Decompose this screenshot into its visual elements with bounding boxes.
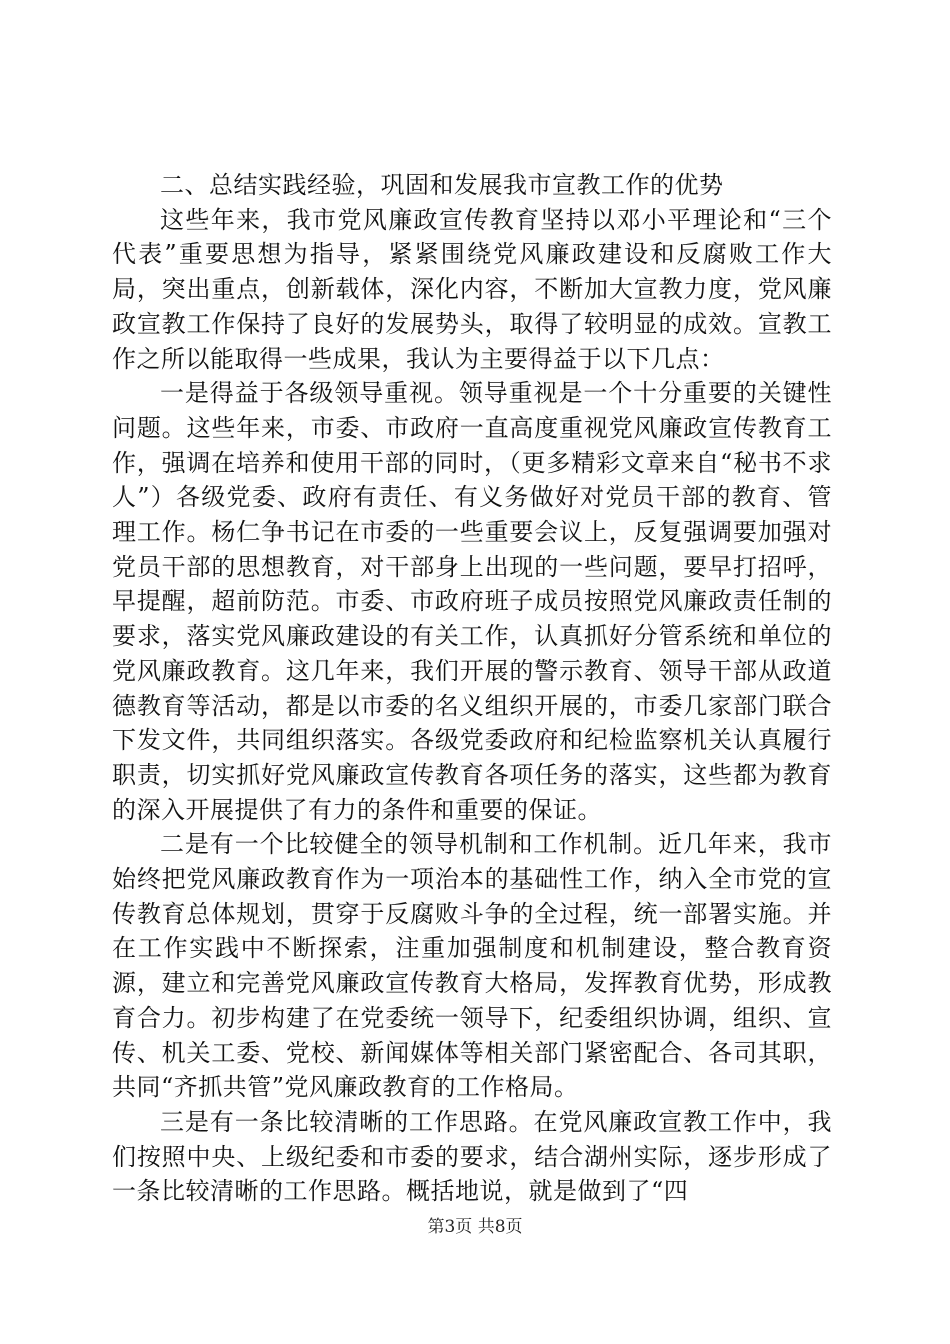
paragraph-intro: 这些年来，我市党风廉政宣传教育坚持以邓小平理论和“三个代表”重要思想为指导，紧紧围绕党风廉政建设和反腐败工作大局，突出重点，创新载体，深化内容，不断加大宣教力度，党风廉政宣教工作保持了良好的发展势头，取得了较明显的成效。宣教工作之所以能取得一些成果，我认为主要得益于以下几点： bbox=[112, 205, 832, 373]
page-footer: 第3页 共8页 bbox=[427, 1217, 523, 1237]
paragraph-point-one: 一是得益于各级领导重视。领导重视是一个十分重要的关键性问题。这些年来，市委、市政府一直高度重视党风廉政宣传教育工作，强调在培养和使用干部的同时，（更多精彩文章来自“秘书不求人”）各级党委、政府有责任、有义务做好对党员干部的教育、管理工作。杨仁争书记在市委的一些重要会议上，反复强调要加强对党员干部的思想教育，对干部身上出现的一些问题，要早打招呼，早提醒，超前防范。市委、市政府班子成员按照党风廉政责任制的要求，落实党风廉政建设的有关工作，认真抓好分管系统和单位的党风廉政教育。这几年来，我们开展的警示教育、领导干部从政道德教育等活动，都是以市委的名义组织开展的，市委几家部门联合下发文件，共同组织落实。各级党委政府和纪检监察机关认真履行职责，切实抓好党风廉政宣传教育各项任务的落实，这些都为教育的深入开展提供了有力的条件和重要的保证。 bbox=[112, 379, 832, 824]
document-body bbox=[112, 168, 832, 1209]
section-heading: 二、总结实践经验，巩固和发展我市宣教工作的优势 bbox=[160, 171, 724, 199]
paragraph-point-two: 二是有一个比较健全的领导机制和工作机制。近几年来，我市始终把党风廉政教育作为一项治本的基础性工作，纳入全市党的宣传教育总体规划，贯穿于反腐败斗争的全过程，统一部署实施。并在工作实践中不断探索，注重加强制度和机制建设，整合教育资源，建立和完善党风廉政宣传教育大格局，发挥教育优势，形成教育合力。初步构建了在党委统一领导下，纪委组织协调，组织、宣传、机关工委、党校、新闻媒体等相关部门紧密配合、各司其职，共同“齐抓共管”党风廉政教育的工作格局。 bbox=[112, 830, 832, 1102]
paragraph-point-three: 三是有一条比较清晰的工作思路。在党风廉政宣教工作中，我们按照中央、上级纪委和市委的要求，结合湖州实际，逐步形成了一条比较清晰的工作思路。概括地说，就是做到了“四 bbox=[112, 1107, 832, 1206]
